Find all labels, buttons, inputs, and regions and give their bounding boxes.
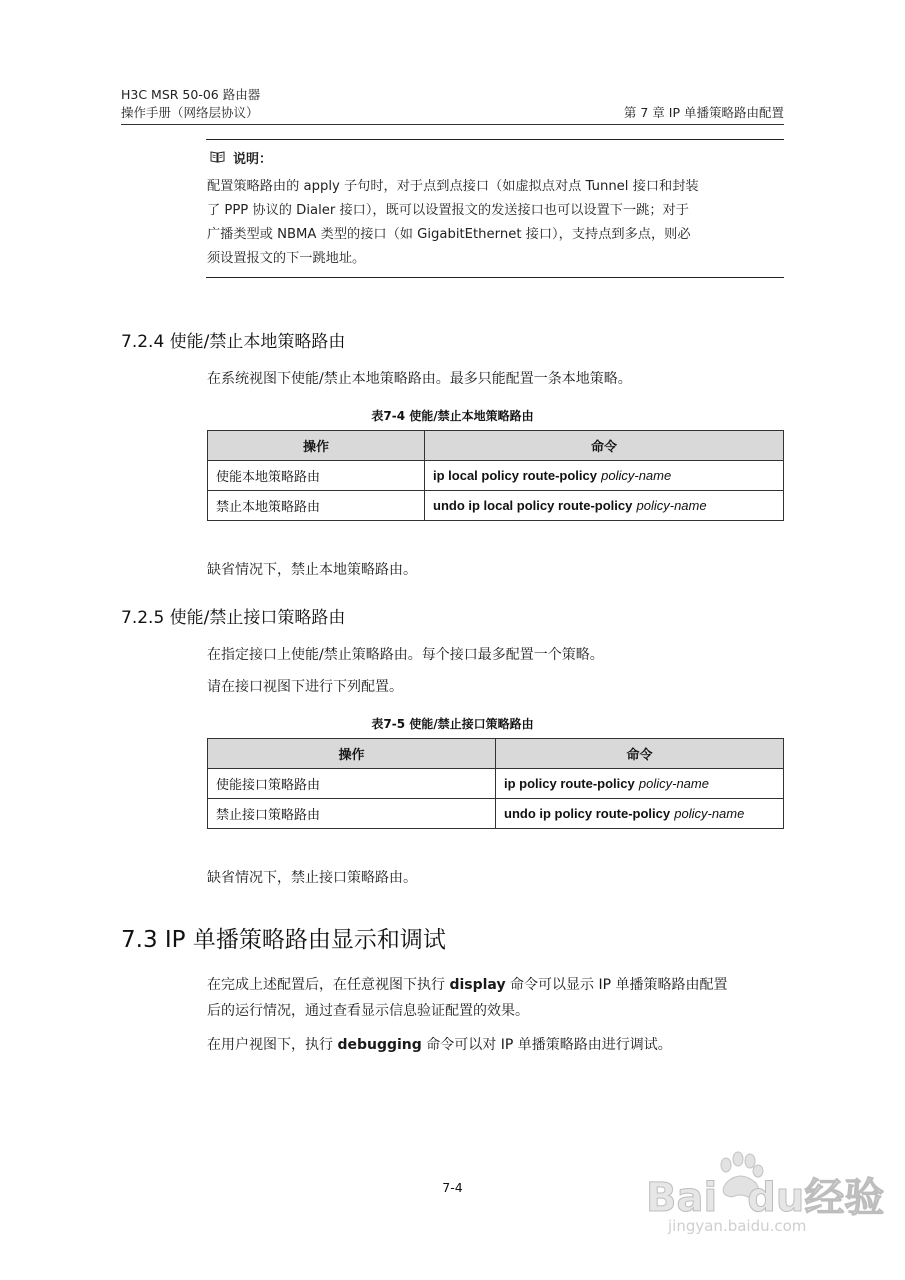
header-chapter: 第 7 章 IP 单播策略路由配置 xyxy=(623,105,784,120)
command-keyword: undo ip local policy route-policy xyxy=(433,497,633,513)
command-keyword: undo ip policy route-policy xyxy=(504,805,671,821)
section-intro: 在系统视图下使能/禁止本地策略路由。最多只能配置一条本地策略。 xyxy=(207,371,632,387)
note-line: 配置策略路由的 apply 子句时，对于点到点接口（如虚拟点对点 Tunnel 接口和封装 xyxy=(207,179,699,194)
table-row xyxy=(208,769,784,799)
table-row xyxy=(208,461,784,491)
table-caption: 表7-4 使能/禁止本地策略路由 xyxy=(371,409,534,423)
command-argument: policy-name xyxy=(674,805,745,821)
text-run: 在完成上述配置后，在任意视图下执行 xyxy=(207,977,450,993)
command-keyword: display xyxy=(449,977,506,993)
table-7-5 xyxy=(207,738,784,829)
section-paragraph xyxy=(207,975,728,995)
page-number: 7-4 xyxy=(442,1180,463,1195)
note-title: 说明： xyxy=(233,152,273,167)
section-intro: 请在接口视图下进行下列配置。 xyxy=(207,679,403,695)
table-header-cmd: 命令 xyxy=(496,739,784,769)
header-manual: 操作手册（网络层协议） xyxy=(121,105,259,120)
section-heading-7-3: 7.3 IP 单播策略路由显示和调试 xyxy=(121,927,446,953)
table-7-4 xyxy=(207,430,784,521)
book-icon xyxy=(210,150,225,163)
table-row xyxy=(208,491,784,521)
baidu-watermark-logo xyxy=(640,1145,885,1235)
table-cell-op: 使能接口策略路由 xyxy=(208,769,496,799)
note-line: 须设置报文的下一跳地址。 xyxy=(207,251,366,266)
command-keyword: ip local policy route-policy xyxy=(433,467,597,483)
table-cell-cmd xyxy=(496,799,784,829)
table-header-cmd: 命令 xyxy=(425,431,784,461)
default-note: 缺省情况下，禁止接口策略路由。 xyxy=(207,870,417,886)
section-intro: 在指定接口上使能/禁止策略路由。每个接口最多配置一个策略。 xyxy=(207,647,604,663)
header-rule xyxy=(121,124,784,125)
note-top-rule xyxy=(206,139,784,140)
table-header-op: 操作 xyxy=(208,431,425,461)
table-cell-cmd xyxy=(496,769,784,799)
watermark-url: jingyan.baidu.com xyxy=(668,1217,807,1235)
table-cell-op: 禁止本地策略路由 xyxy=(208,491,425,521)
text-run: 命令可以显示 IP 单播策略路由配置 xyxy=(505,977,728,993)
header-product: H3C MSR 50-06 路由器 xyxy=(121,87,261,102)
table-caption: 表7-5 使能/禁止接口策略路由 xyxy=(371,717,534,731)
watermark-brand: Bai du经验 xyxy=(646,1175,885,1221)
text-run: 在用户视图下，执行 xyxy=(207,1037,338,1053)
command-keyword: ip policy route-policy xyxy=(504,775,635,791)
note-line: 了 PPP 协议的 Dialer 接口），既可以设置报文的发送接口也可以设置下一跳；对于 xyxy=(207,203,689,218)
text-run: 命令可以对 IP 单播策略路由进行调试。 xyxy=(421,1037,672,1053)
table-cell-op: 使能本地策略路由 xyxy=(208,461,425,491)
table-row xyxy=(208,799,784,829)
table-cell-cmd xyxy=(425,461,784,491)
section-paragraph xyxy=(207,1035,672,1055)
section-paragraph: 后的运行情况，通过查看显示信息验证配置的效果。 xyxy=(207,1003,529,1019)
command-argument: policy-name xyxy=(601,467,672,483)
section-heading-7-2-4: 7.2.4 使能/禁止本地策略路由 xyxy=(121,332,346,352)
note-line: 广播类型或 NBMA 类型的接口（如 GigabitEthernet 接口），支持点到多点，则必 xyxy=(207,227,691,242)
note-bottom-rule xyxy=(206,277,784,278)
command-keyword: debugging xyxy=(337,1037,422,1053)
section-heading-7-2-5: 7.2.5 使能/禁止接口策略路由 xyxy=(121,608,346,628)
table-header-op: 操作 xyxy=(208,739,496,769)
table-cell-op: 禁止接口策略路由 xyxy=(208,799,496,829)
table-cell-cmd xyxy=(425,491,784,521)
default-note: 缺省情况下，禁止本地策略路由。 xyxy=(207,562,417,578)
command-argument: policy-name xyxy=(636,497,707,513)
command-argument: policy-name xyxy=(638,775,709,791)
